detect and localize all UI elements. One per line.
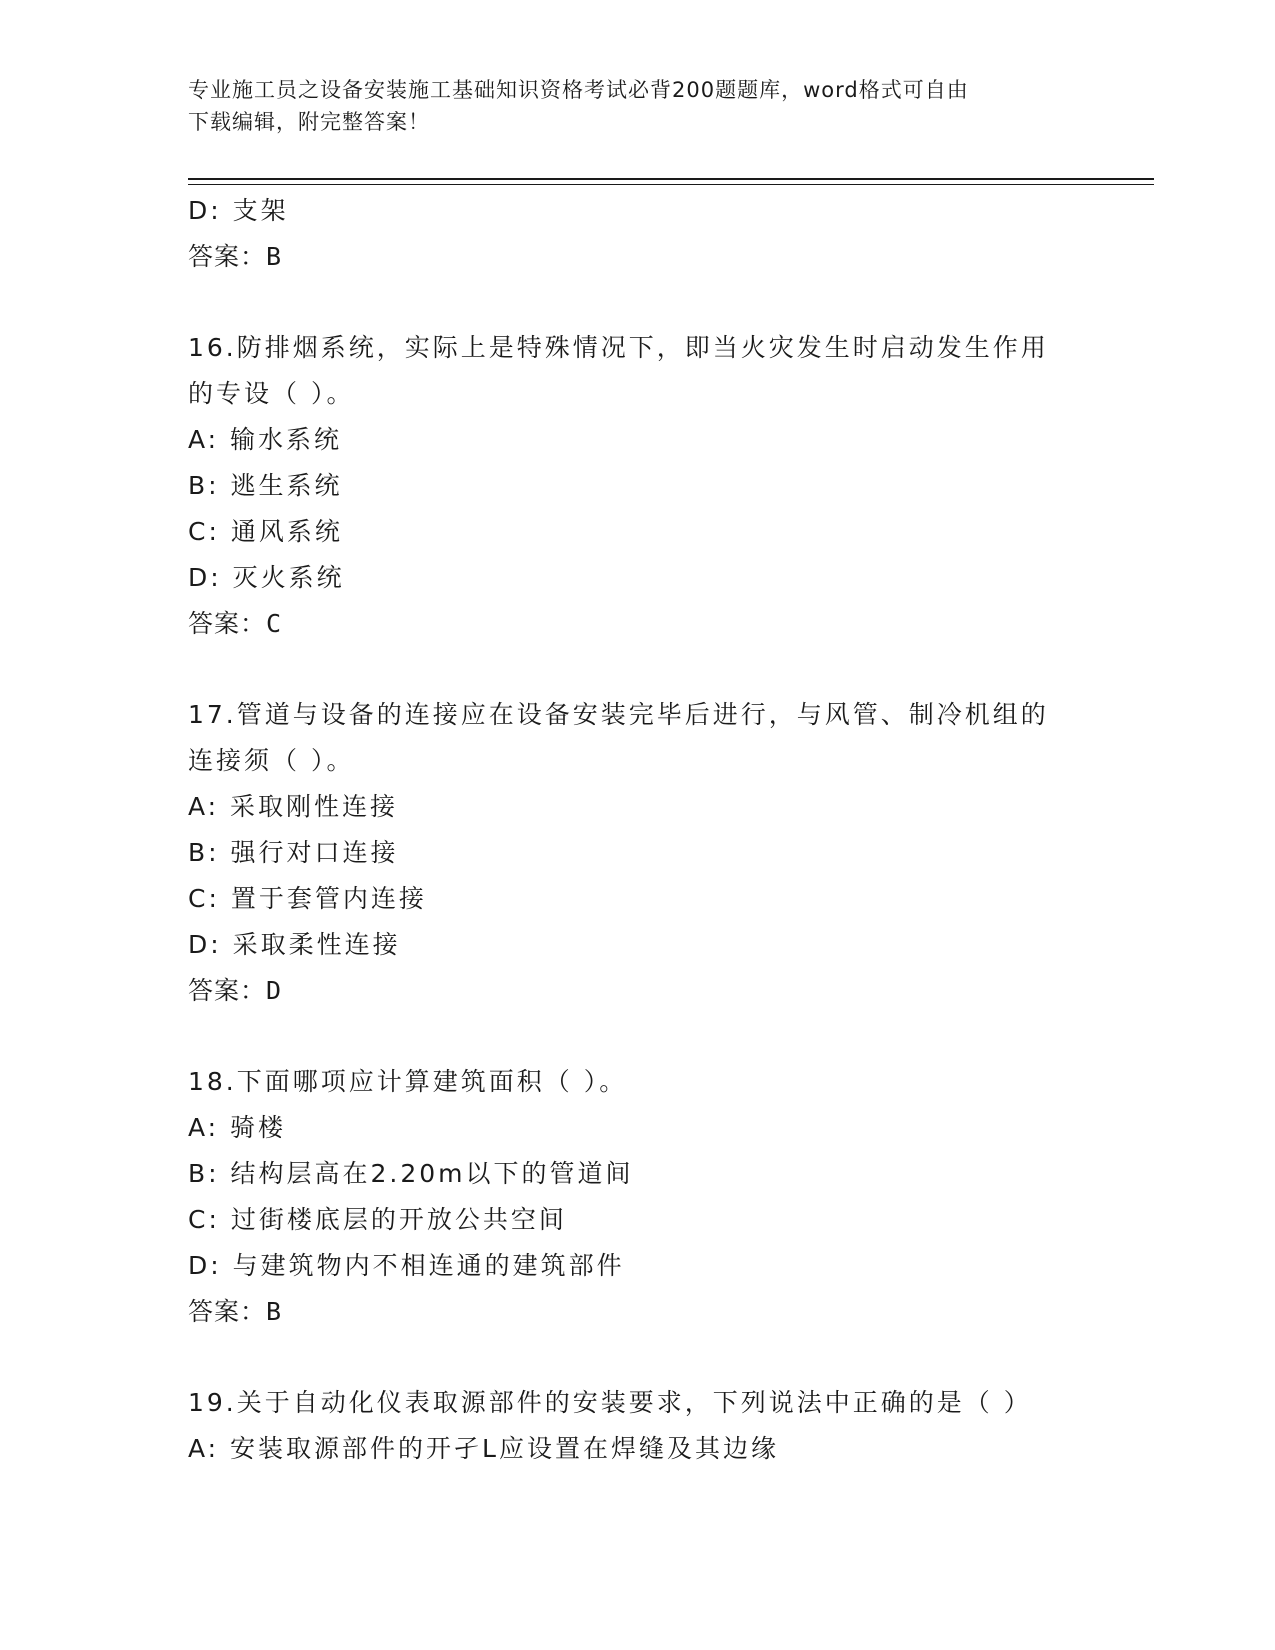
question-stem-continued: 连接须（ ）。 [188, 746, 355, 775]
answer: 答案：C [188, 609, 283, 638]
question-stem: 19.关于自动化仪表取源部件的安装要求，下列说法中正确的是（ ） [188, 1388, 1032, 1417]
page-header [188, 74, 1088, 138]
option-d: D: 灭火系统 [188, 563, 345, 592]
option-d: D: 与建筑物内不相连通的建筑部件 [188, 1251, 625, 1280]
option-b: B: 结构层高在2.20m以下的管道间 [188, 1159, 634, 1188]
question-list [188, 188, 1088, 1472]
option-c: C: 过街楼底层的开放公共空间 [188, 1205, 567, 1234]
option-a: A: 采取刚性连接 [188, 792, 399, 821]
answer: 答案：B [188, 1297, 283, 1326]
question-stem: 18.下面哪项应计算建筑面积（ ）。 [188, 1067, 628, 1096]
question-16 [188, 325, 1088, 647]
question-17 [188, 692, 1088, 1014]
question-19 [188, 1380, 1088, 1472]
option-b: B: 强行对口连接 [188, 838, 399, 867]
option-a: A: 输水系统 [188, 425, 343, 454]
prev-answer: 答案：B [188, 242, 283, 271]
header-divider-thin [188, 184, 1154, 185]
option-a: A: 安装取源部件的开孑L应设置在焊缝及其边缘 [188, 1434, 779, 1463]
header-divider-thick [188, 178, 1154, 180]
header-title-line2: 下载编辑，附完整答案！ [188, 110, 430, 134]
option-d: D: 采取柔性连接 [188, 930, 401, 959]
question-stem: 17.管道与设备的连接应在设备安装完毕后进行，与风管、制冷机组的 [188, 700, 1049, 729]
option-a: A: 骑楼 [188, 1113, 287, 1142]
prev-option-d: D: 支架 [188, 196, 289, 225]
option-c: C: 置于套管内连接 [188, 884, 427, 913]
option-c: C: 通风系统 [188, 517, 343, 546]
question-stem-continued: 的专设（ ）。 [188, 379, 355, 408]
option-b: B: 逃生系统 [188, 471, 343, 500]
question-stem: 16.防排烟系统，实际上是特殊情况下，即当火灾发生时启动发生作用 [188, 333, 1049, 362]
header-title-line1: 专业施工员之设备安装施工基础知识资格考试必背200题题库，word格式可自由 [188, 78, 969, 102]
answer: 答案：D [188, 976, 283, 1005]
question-18 [188, 1059, 1088, 1335]
